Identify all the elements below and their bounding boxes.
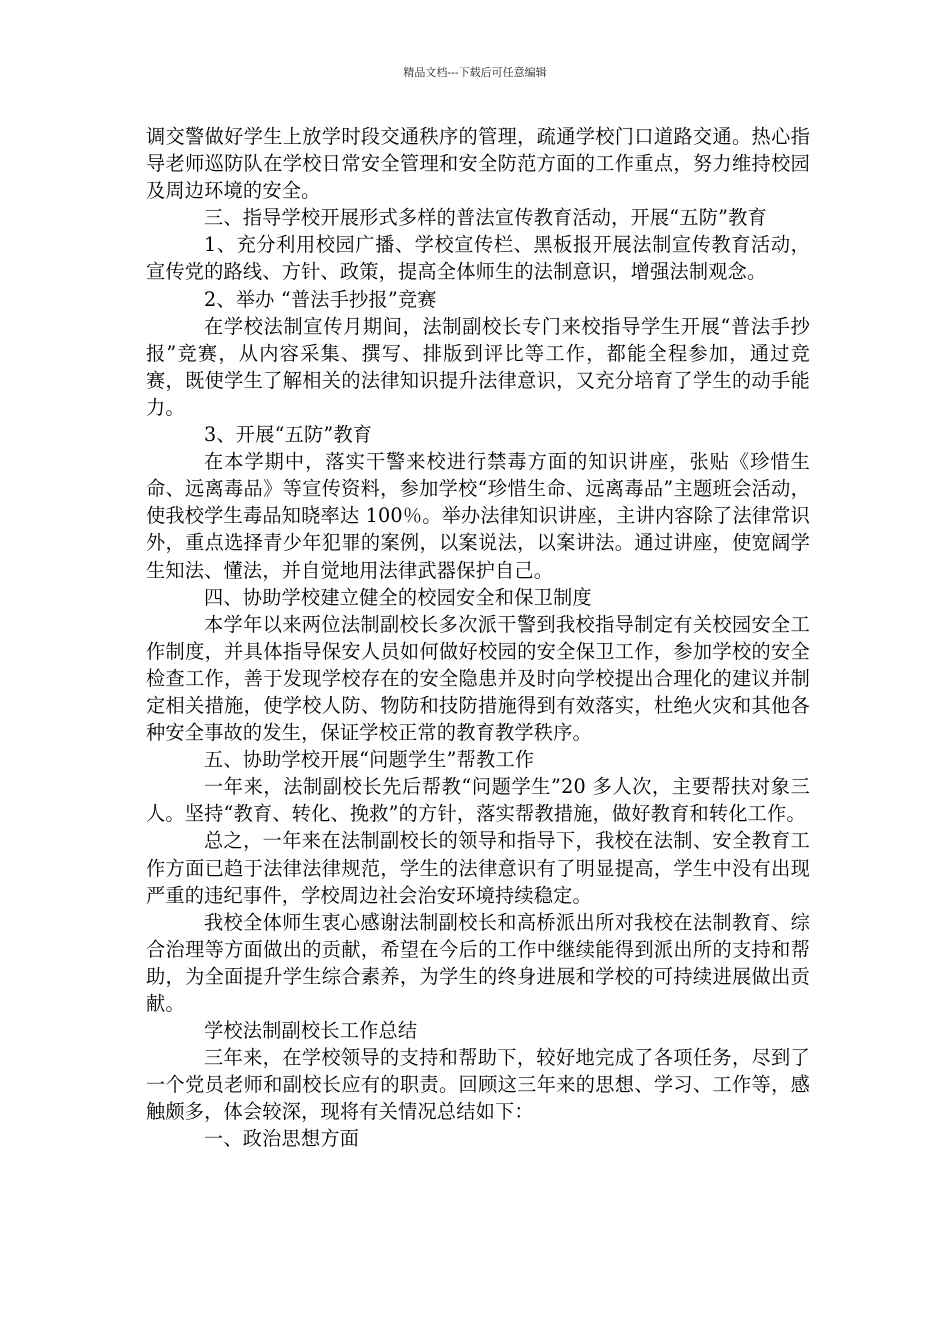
subsection-heading: 2、举办 “普法手抄报”竞赛 [204,287,437,311]
paragraph: 在学校法制宣传月期间，法制副校长专门来校指导学生开展“普法手抄报”竞赛，从内容采集、撰写、排版到评比等工作，都能全程参加，通过竞赛，既使学生了解相关的法律知识提升法律意识，又充分培育了学生的动手能力。 [146,314,810,419]
section-heading: 一、政治思想方面 [204,1127,360,1151]
paragraph: 总之，一年来在法制副校长的领导和指导下，我校在法制、安全教育工作方面已趋于法律法律规范，学生的法律意识有了明显提高，学生中没有出现严重的违纪事件，学校周边社会治安环境持续稳定。 [146,829,810,907]
paragraph: 调交警做好学生上放学时段交通秩序的管理，疏通学校门口道路交通。热心指导老师巡防队在学校日常安全管理和安全防范方面的工作重点，努力维持校园及周边环境的安全。 [146,125,810,203]
document-title: 学校法制副校长工作总结 [204,1019,418,1043]
paragraph: 1、充分利用校园广播、学校宣传栏、黑板报开展法制宣传教育活动，宣传党的路线、方针、政策，提高全体师生的法制意识，增强法制观念。 [146,233,810,284]
page-header: 精品文档---下载后可任意编辑 [403,66,547,79]
paragraph: 三年来，在学校领导的支持和帮助下，较好地完成了各项任务，尽到了一个党员老师和副校长应有的职责。回顾这三年来的思想、学习、工作等，感触颇多，体会较深，现将有关情况总结如下： [146,1046,810,1124]
paragraph: 一年来，法制副校长先后帮教“问题学生”20 多人次，主要帮扶对象三人。坚持“教育、转化、挽救”的方针，落实帮教措施，做好教育和转化工作。 [146,775,810,826]
document-body [146,123,810,1153]
paragraph: 我校全体师生衷心感谢法制副校长和高桥派出所对我校在法制教育、综合治理等方面做出的贡献，希望在今后的工作中继续能得到派出所的支持和帮助，为全面提升学生综合素养，为学生的终身进展和学校的可持续进展做出贡献。 [146,910,810,1015]
paragraph: 本学年以来两位法制副校长多次派干警到我校指导制定有关校园安全工作制度，并具体指导保安人员如何做好校园的安全保卫工作，参加学校的安全检查工作，善于发现学校存在的安全隐患并及时向学校提出合理化的建议并制定相关措施，使学校人防、物防和技防措施得到有效落实，杜绝火灾和其他各种安全事故的发生，保证学校正常的教育教学秩序。 [146,612,810,745]
section-heading: 五、协助学校开展“问题学生”帮教工作 [204,748,535,772]
subsection-heading: 3、开展“五防”教育 [204,423,373,447]
section-heading: 四、协助学校建立健全的校园安全和保卫制度 [204,585,592,609]
paragraph: 在本学期中，落实干警来校进行禁毒方面的知识讲座，张贴《珍惜生命、远离毒品》等宣传资料，参加学校“珍惜生命、远离毒品”主题班会活动，使我校学生毒品知晓率达 100％。举办法律知识讲座，主讲内容除了法律常识外，重点选择青少年犯罪的案例，以案说法，以案讲法。通过讲座，使宽阔学生知法、懂法，并自觉地用法律武器保护自己。 [146,450,810,582]
section-heading: 三、指导学校开展形式多样的普法宣传教育活动，开展“五防”教育 [204,206,767,230]
